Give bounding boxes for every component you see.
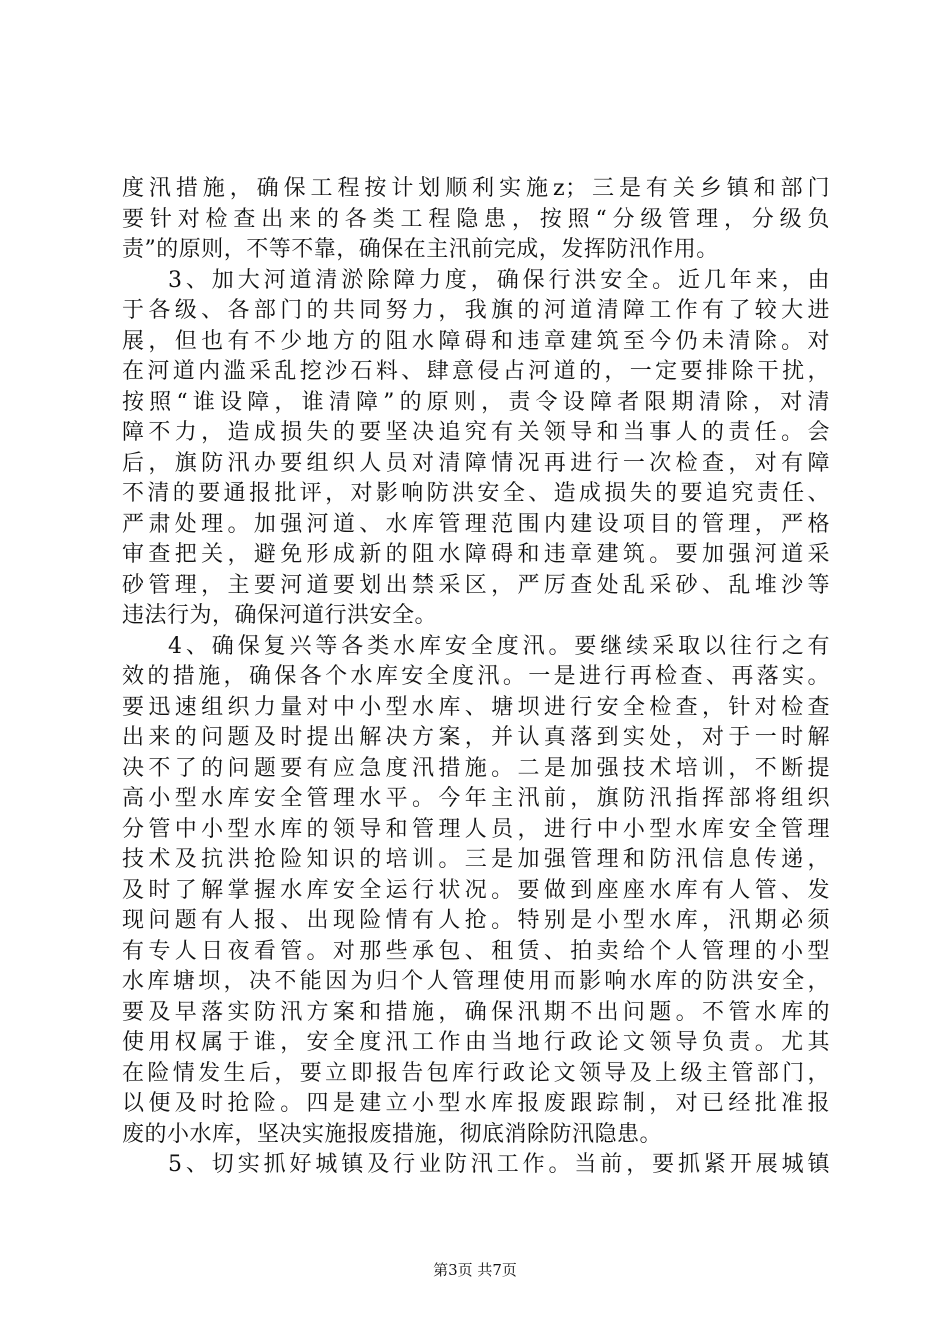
paragraph-first-line: 4、确保复兴等各类水库安全度汛。要继续采取以往行之有 <box>168 633 830 659</box>
text-line: 按照“谁设障，谁清障”的原则，责令设障者限期清除，对清 <box>122 389 830 415</box>
document-body <box>122 174 830 1181</box>
paragraph-first-line: 5、切实抓好城镇及行业防汛工作。当前，要抓紧开展城镇 <box>168 1152 830 1177</box>
text-line: 在河道内滥采乱挖沙石料、肆意侵占河道的，一定要排除干扰， <box>122 359 830 384</box>
text-line: 要及早落实防汛方案和措施，确保汛期不出问题。不管水库的 <box>122 999 830 1025</box>
text-line: 在险情发生后，要立即报告包库行政论文领导及上级主管部门， <box>122 1060 830 1086</box>
text-line: 砂管理，主要河道要划出禁采区，严厉查处乱采砂、乱堆沙等 <box>122 572 830 598</box>
text-line: 责”的原则，不等不靠，确保在主汛前完成，发挥防汛作用。 <box>122 237 719 262</box>
text-line: 于各级、各部门的共同努力，我旗的河道清障工作有了较大进 <box>122 298 830 323</box>
text-line: 以便及时抢险。四是建立小型水库报废跟踪制，对已经批准报 <box>122 1091 830 1116</box>
text-line: 水库塘坝，决不能因为归个人管理使用而影响水库的防洪安全， <box>122 969 830 994</box>
text-line: 严肃处理。加强河道、水库管理范围内建设项目的管理，严格 <box>122 511 830 537</box>
page-footer: 第3页 共7页 <box>433 1261 517 1279</box>
text-line: 展，但也有不少地方的阻水障碍和违章建筑至今仍未清除。对 <box>122 328 830 354</box>
text-line: 后，旗防汛办要组织人员对清障情况再进行一次检查，对有障 <box>122 450 830 476</box>
text-line: 效的措施，确保各个水库安全度汛。一是进行再检查、再落实。 <box>122 664 830 689</box>
text-line: 废的小水库，坚决实施报废措施，彻底消除防汛隐患。 <box>122 1121 663 1147</box>
text-line: 使用权属于谁，安全度汛工作由当地行政论文领导负责。尤其 <box>122 1030 830 1055</box>
text-line: 要迅速组织力量对中小型水库、塘坝进行安全检查，针对检查 <box>122 694 830 720</box>
text-line: 有专人日夜看管。对那些承包、租赁、拍卖给个人管理的小型 <box>122 938 830 964</box>
text-line: 审查把关，避免形成新的阻水障碍和违章建筑。要加强河道采 <box>122 542 830 567</box>
text-line: 决不了的问题要有应急度汛措施。二是加强技术培训，不断提 <box>122 755 830 781</box>
text-line: 障不力，造成损失的要坚决追究有关领导和当事人的责任。会 <box>122 420 830 445</box>
text-line: 现问题有人报、出现险情有人抢。特别是小型水库，汛期必须 <box>122 908 830 933</box>
text-line: 度汛措施，确保工程按计划顺利实施z；三是有关乡镇和部门 <box>122 176 830 201</box>
text-line: 不清的要通报批评，对影响防洪安全、造成损失的要追究责任、 <box>122 481 830 506</box>
paragraph-first-line: 3、加大河道清淤除障力度，确保行洪安全。近几年来，由 <box>168 267 830 293</box>
text-line: 违法行为，确保河道行洪安全。 <box>122 603 438 628</box>
text-line: 及时了解掌握水库安全运行状况。要做到座座水库有人管、发 <box>122 877 830 903</box>
text-line: 要针对检查出来的各类工程隐患，按照“分级管理，分级负 <box>122 206 830 232</box>
text-line: 分管中小型水库的领导和管理人员，进行中小型水库安全管理 <box>122 816 830 842</box>
text-line: 出来的问题及时提出解决方案，并认真落到实处，对于一时解 <box>122 725 830 750</box>
text-line: 高小型水库安全管理水平。今年主汛前，旗防汛指挥部将组织 <box>122 786 830 811</box>
text-line: 技术及抗洪抢险知识的培训。三是加强管理和防汛信息传递， <box>122 847 830 872</box>
